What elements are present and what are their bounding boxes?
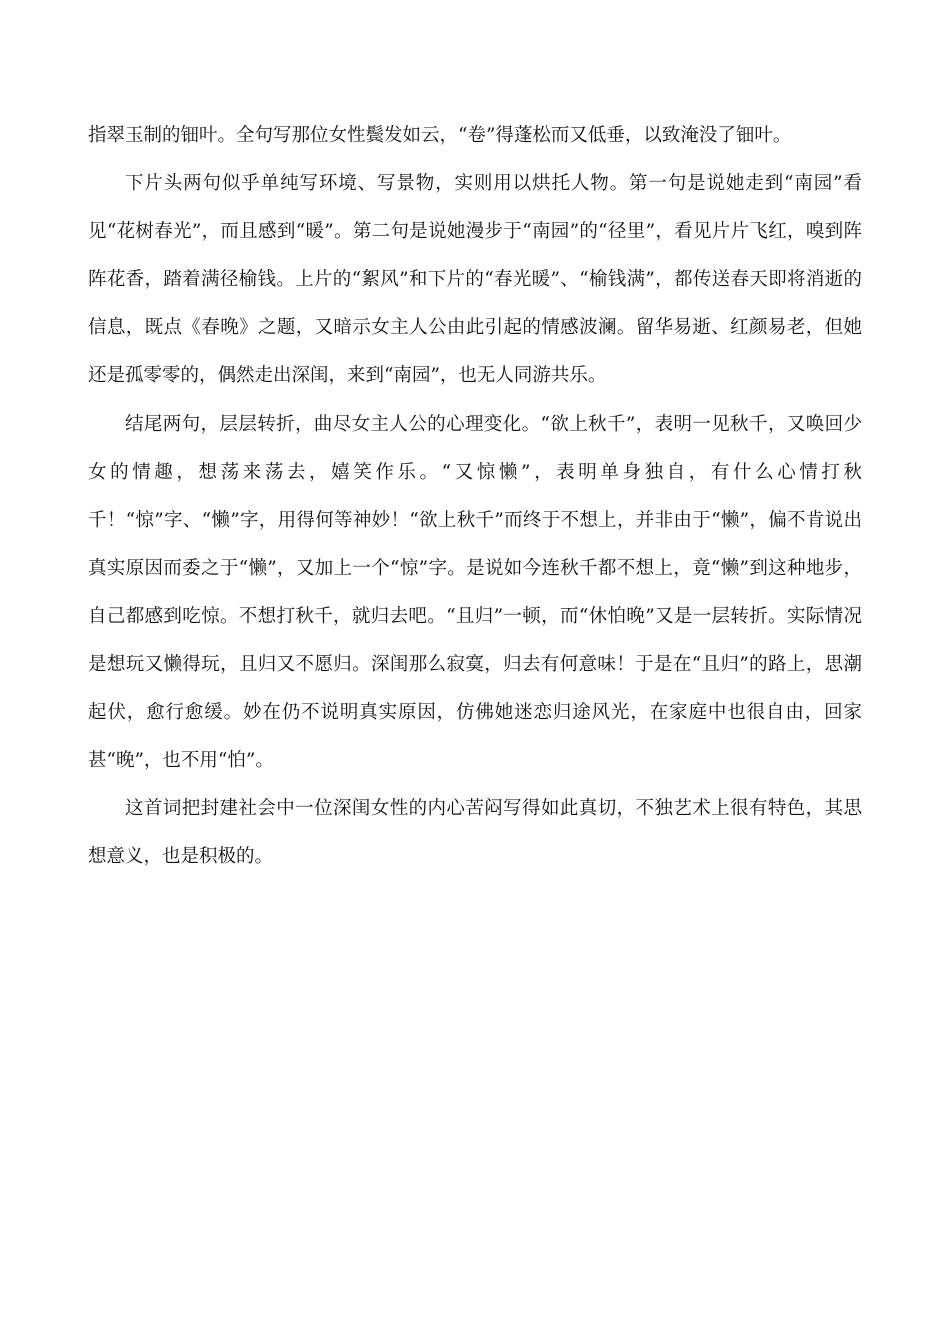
paragraph-ending-lines: 结尾两句，层层转折，曲尽女主人公的心理变化。“欲上秋千”，表明一见秋千，又唤回少女的情趣，想荡来荡去，嬉笑作乐。“又惊懒”，表明单身独自，有什么心情打秋千！“惊”字、“懒”字，用得何等神妙！“欲上秋千”而终于不想上，并非由于“懒”，偏不肯说出真实原因而委之于“懒”，又加上一个“惊”字。是说如今连秋千都不想上，竟“懒”到这种地步，自己都感到吃惊。不想打秋千，就归去吧。“且归”一顿，而“休怕晚”又是一层转折。实际情况是想玩又懒得玩，且归又不愿归。深闺那么寂寞，归去有何意味！于是在“且归”的路上，思潮起伏，愈行愈缓。妙在仍不说明真实原因，仿佛她迷恋归途风光，在家庭中也很自由，回家甚“晚”，也不用“怕”。	[88, 413, 862, 772]
paragraph-conclusion: 这首词把封建社会中一位深闺女性的内心苦闷写得如此真切，不独艺术上很有特色，其思想意义，也是积极的。	[88, 798, 862, 868]
paragraph-lower-stanza: 下片头两句似乎单纯写环境、写景物，实则用以烘托人物。第一句是说她走到“南园”看见“花树春光”，而且感到“暖”。第二句是说她漫步于“南园”的“径里”，看见片片飞红，嗅到阵阵花香，踏着满径榆钱。上片的“絮风”和下片的“春光暖”、“榆钱满”，都传送春天即将消逝的信息，既点《春晚》之题，又暗示女主人公由此引起的情感波澜。留华易逝、红颜易老，但她还是孤零零的，偶然走出深闺，来到“南园”，也无人同游共乐。	[88, 173, 862, 387]
document-page	[88, 112, 862, 882]
paragraph-continuation: 指翠玉制的钿叶。全句写那位女性鬓发如云，“卷”得蓬松而又低垂，以致淹没了钿叶。	[88, 125, 792, 146]
